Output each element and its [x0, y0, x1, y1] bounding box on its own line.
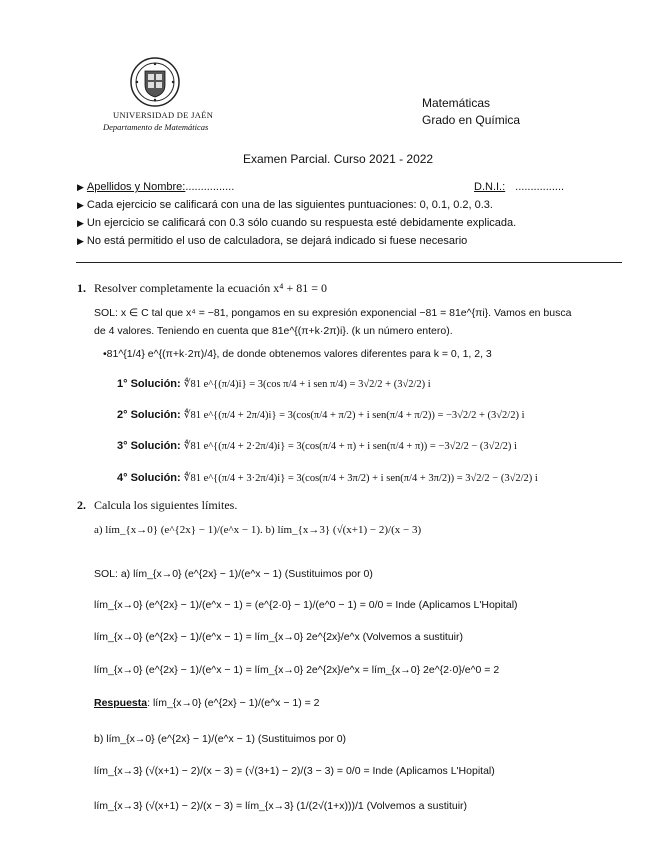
department-name: Departamento de Matemáticas — [103, 122, 209, 132]
name-label: Apellidos y Nombre: — [86, 181, 186, 193]
solution-row — [117, 440, 517, 452]
ex2-sol-a-step-2: lím_{x→0} (e^{2x} − 1)/(e^x − 1) = lím_{x→0} 2e^{2x}/e^x (Volvemos a sustituir) — [94, 631, 464, 643]
name-field[interactable]: ................ — [185, 181, 235, 193]
exam-title: Examen Parcial. Curso 2021 - 2022 — [243, 152, 434, 166]
answer-expression: : lím_{x→0} (e^{2x} − 1)/(e^x − 1) = 2 — [147, 697, 320, 709]
exercise-1-statement: Resolver completamente la ecuación x⁴ + 81 = 0 — [94, 281, 327, 295]
solution-label: 1° Solución: — [117, 378, 181, 390]
divider — [76, 262, 622, 263]
ex2-answer — [94, 697, 320, 709]
rule-1 — [77, 199, 493, 211]
ex1-solution-line-1: SOL: x ∈ C tal que x⁴ = −81, pongamos en su expresión exponencial −81 = 81e^{πi}. Vamos en busca — [94, 307, 572, 319]
exercise-2-statement: Calcula los siguientes límites. — [94, 498, 238, 512]
rule-2 — [77, 217, 516, 229]
ex2-sol-b-step-2: lím_{x→3} (√(x+1) − 2)/(x − 3) = lím_{x→3} (1/(2√(1+x)))/1 (Volvemos a sustituir) — [94, 800, 468, 812]
ex2-sol-b-step-1: lím_{x→3} (√(x+1) − 2)/(x − 3) = (√(3+1) − 2)/(3 − 3) = 0/0 = Inde (Aplicamos L'Hopital) — [94, 765, 495, 777]
ex2-sol-a-step-3: lím_{x→0} (e^{2x} − 1)/(e^x − 1) = lím_{x→0} 2e^{2x}/e^x = lím_{x→0} 2e^{2·0}/e^0 = 2 — [94, 664, 500, 676]
solution-row — [117, 378, 431, 390]
solution-expression: ∜81 e^{(π/4 + 2·2π/4)i} = 3(cos(π/4 + π) + i sen(π/4 + π)) = −3√2/2 − (3√2/2) i — [183, 441, 517, 452]
dni-field[interactable]: ................ — [515, 181, 565, 193]
triangle-bullet-icon: ▶ — [77, 218, 84, 228]
solution-expression: ∜81 e^{(π/4)i} = 3(cos π/4 + i sen π/4) = 3√2/2 + (3√2/2) i — [183, 379, 431, 390]
solution-label: 3° Solución: — [117, 440, 181, 452]
exercise-1-number: 1. — [77, 281, 86, 295]
exercise-2-number: 2. — [77, 498, 86, 512]
triangle-bullet-icon: ▶ — [77, 200, 84, 210]
dni-label: D.N.I.: — [474, 181, 506, 193]
ex2-sol-a-step-1: lím_{x→0} (e^{2x} − 1)/(e^x − 1) = (e^{2·0} − 1)/(e^0 − 1) = 0/0 = Inde (Aplicamos L'Hopital) — [94, 599, 518, 611]
solution-row — [117, 409, 525, 421]
triangle-bullet-icon: ▶ — [77, 236, 84, 246]
university-name: UNIVERSIDAD DE JAÉN — [113, 110, 214, 120]
rule-3-text: No está permitido el uso de calculadora, se dejará indicado si fuese necesario — [86, 235, 468, 247]
degree-title: Grado en Química — [422, 113, 521, 127]
exercise-2-parts: a) lím_{x→0} (e^{2x} − 1)/(e^x − 1). b) lím_{x→3} (√(x+1) − 2)/(x − 3) — [94, 524, 422, 536]
solution-expression: ∜81 e^{(π/4 + 3·2π/4)i} = 3(cos(π/4 + 3π/2) + i sen(π/4 + 3π/2)) = 3√2/2 − (3√2/2) i — [183, 473, 538, 484]
solution-row — [117, 472, 538, 484]
name-row — [77, 181, 234, 193]
solution-label: 4° Solución: — [117, 472, 181, 484]
subject-title: Matemáticas — [422, 96, 491, 110]
dni-row — [474, 181, 564, 193]
answer-label: Respuesta — [94, 697, 148, 709]
solution-expression: ∜81 e^{(π/4 + 2π/4)i} = 3(cos(π/4 + π/2) + i sen(π/4 + π/2)) = −3√2/2 + (3√2/2) i — [183, 410, 525, 421]
ex1-solution-line-2: de 4 valores. Teniendo en cuenta que 81e^{(π+k·2π)i}. (k un número entero). — [94, 325, 453, 337]
ex1-bullet: •81^{1/4} e^{(π+k·2π)/4}, de donde obtenemos valores diferentes para k = 0, 1, 2, 3 — [103, 348, 492, 360]
solution-label: 2° Solución: — [117, 409, 181, 421]
triangle-bullet-icon: ▶ — [77, 182, 84, 192]
rule-1-text: Cada ejercicio se calificará con una de las siguientes puntuaciones: 0, 0.1, 0.2, 0.3. — [86, 199, 493, 211]
ex2-sol-b-head: b) lím_{x→0} (e^{2x} − 1)/(e^x − 1) (Sustituimos por 0) — [94, 733, 347, 745]
rule-2-text: Un ejercicio se calificará con 0.3 sólo cuando su respuesta esté debidamente explicada. — [86, 217, 517, 229]
university-seal-logo — [130, 57, 180, 107]
ex2-sol-a-head: SOL: a) lím_{x→0} (e^{2x} − 1)/(e^x − 1) (Sustituimos por 0) — [94, 568, 373, 580]
rule-3 — [77, 235, 467, 247]
